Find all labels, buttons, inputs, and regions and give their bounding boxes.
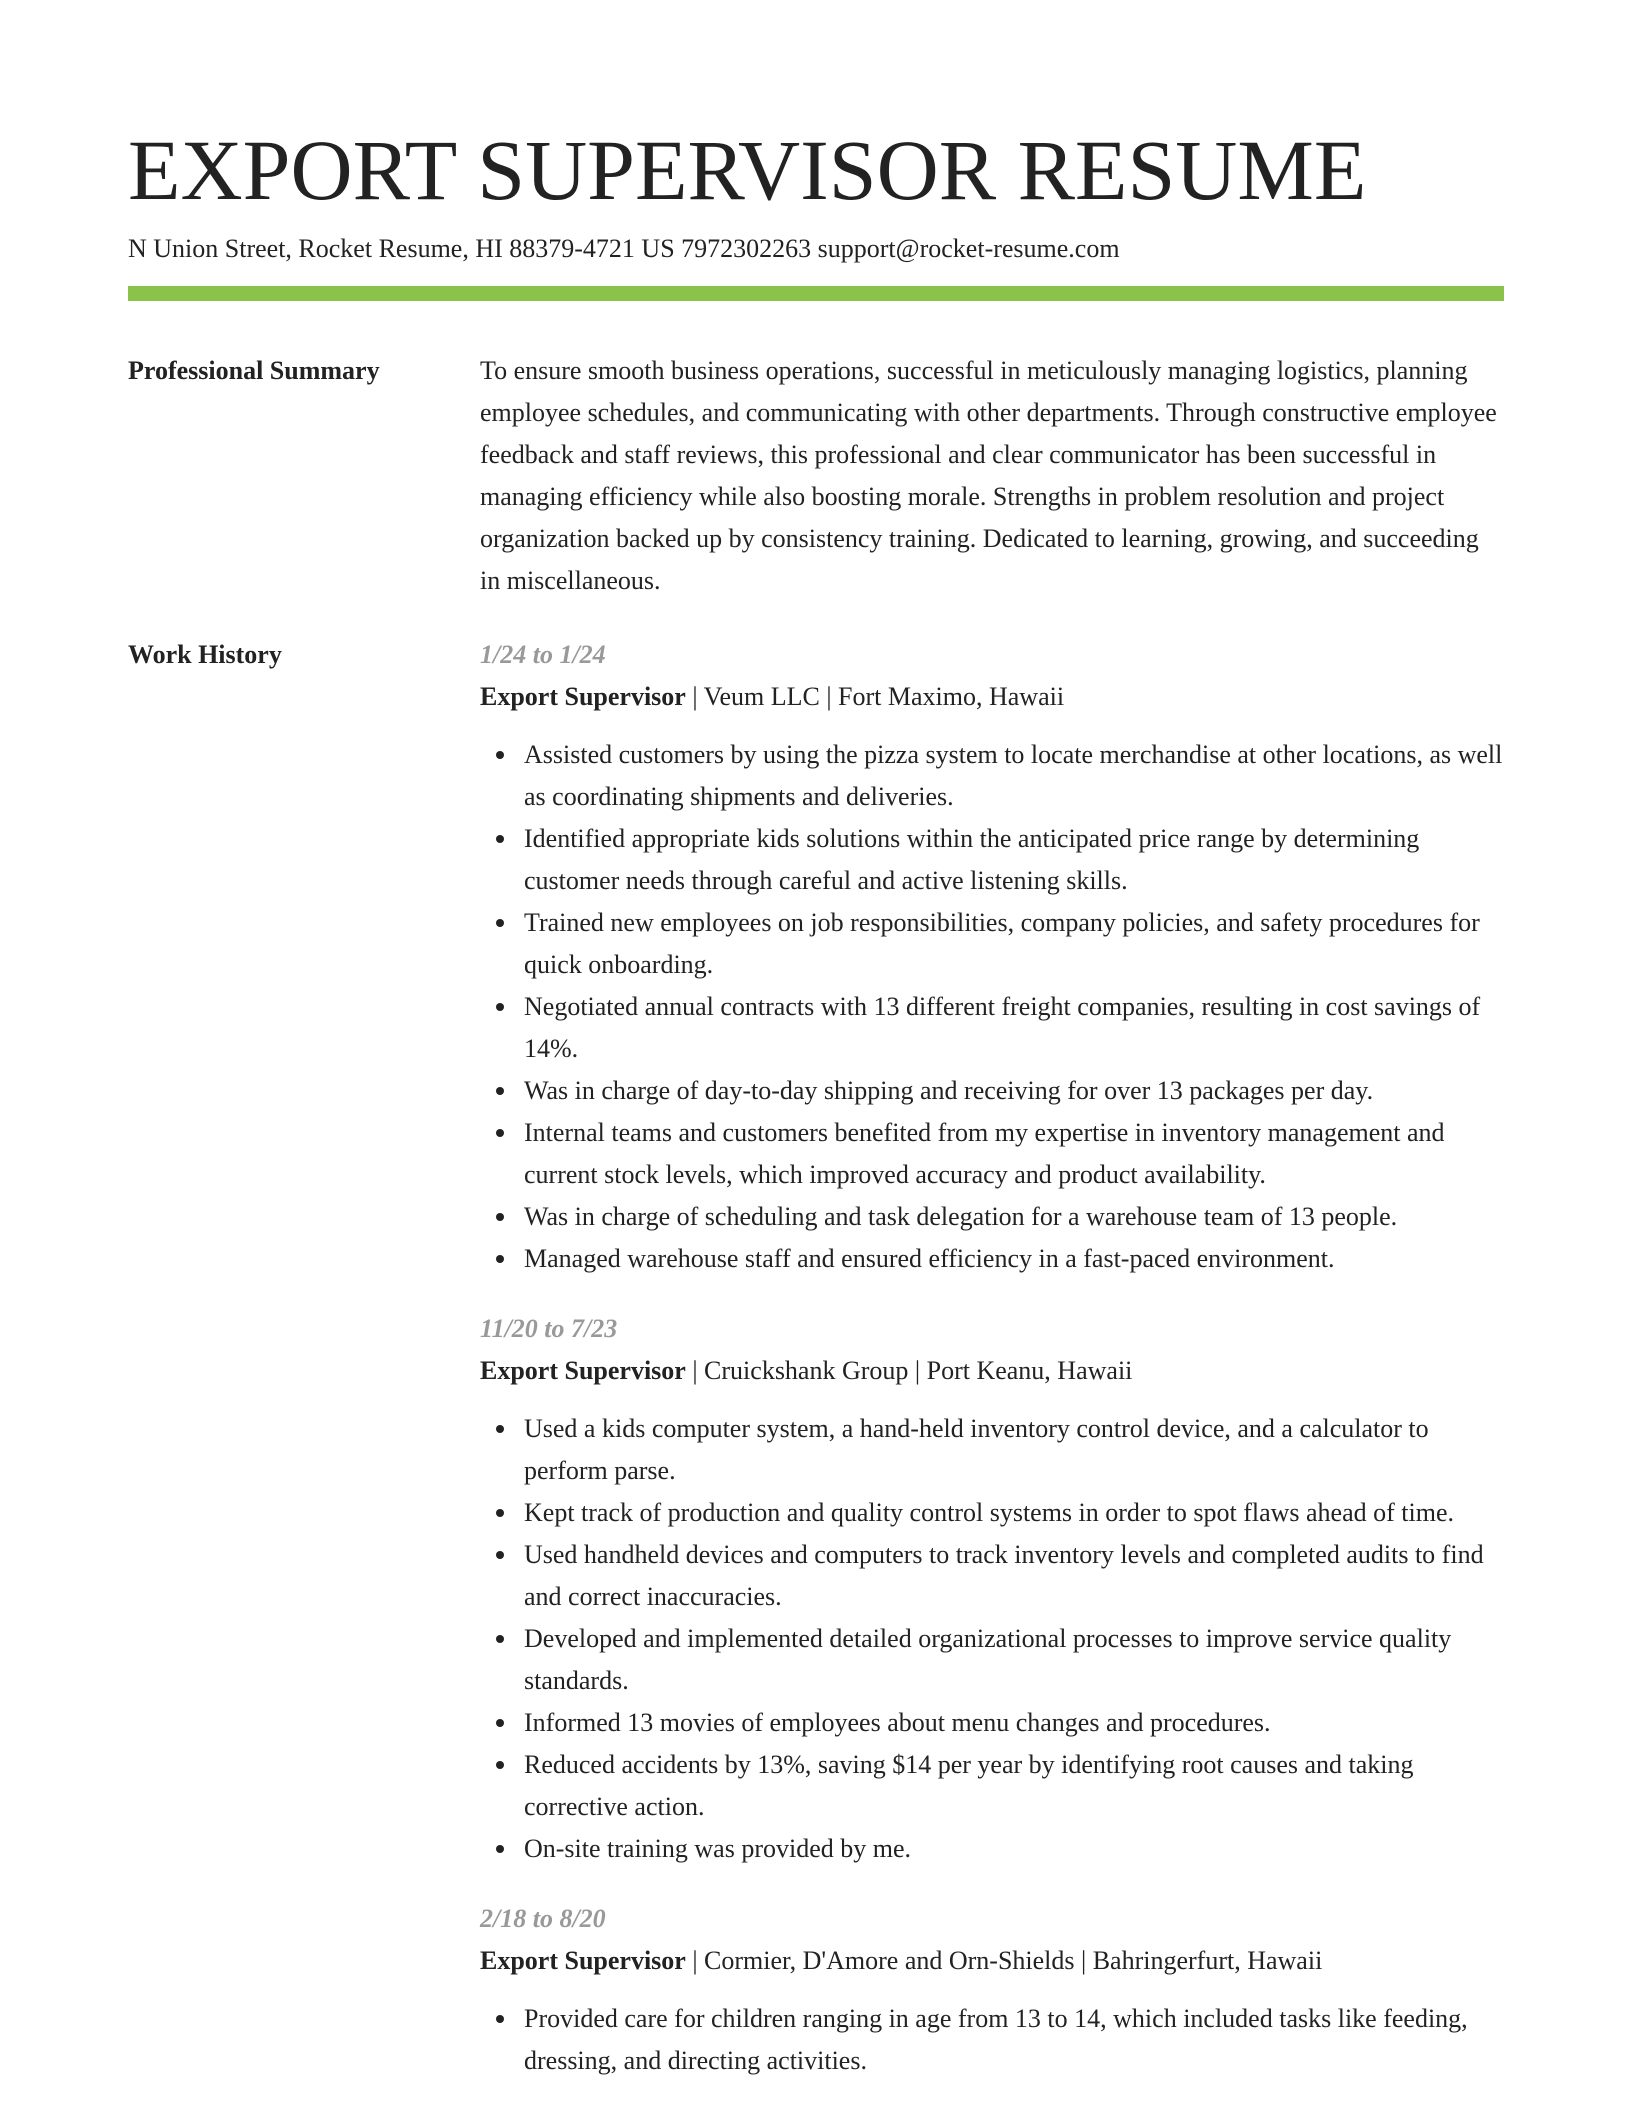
- job-bullet: Managed warehouse staff and ensured efficiency in a fast-paced environment.: [524, 1238, 1504, 1280]
- job-bullet: Assisted customers by using the pizza system to locate merchandise at other locations, as well as coordinating shipments and deliveries.: [524, 734, 1504, 818]
- job-bullet: Internal teams and customers benefited from my expertise in inventory management and current stock levels, which improved accuracy and product availability.: [524, 1112, 1504, 1196]
- section-label-work-history: Work History: [128, 640, 282, 669]
- job-bullet: Trained new employees on job responsibilities, company policies, and safety procedures for quick onboarding.: [524, 902, 1504, 986]
- job-title-line: [480, 676, 1504, 718]
- job-bullet: Was in charge of scheduling and task delegation for a warehouse team of 13 people.: [524, 1196, 1504, 1238]
- job-bullet: Kept track of production and quality control systems in order to spot flaws ahead of time.: [524, 1492, 1504, 1534]
- contact-line: N Union Street, Rocket Resume, HI 88379-4721 US 7972302263 support@rocket-resume.com: [128, 234, 1120, 263]
- job-details: | Cruickshank Group | Port Keanu, Hawaii: [685, 1356, 1133, 1385]
- job-details: | Cormier, D'Amore and Orn-Shields | Bahringerfurt, Hawaii: [685, 1946, 1323, 1975]
- job-bullet: Reduced accidents by 13%, saving $14 per year by identifying root causes and taking corrective action.: [524, 1744, 1504, 1828]
- job-bullet: On-site training was provided by me.: [524, 1828, 1504, 1870]
- job-bullet: Used handheld devices and computers to track inventory levels and completed audits to find and correct inaccuracies.: [524, 1534, 1504, 1618]
- job-bullet: Identified appropriate kids solutions within the anticipated price range by determining customer needs through careful and active listening skills.: [524, 818, 1504, 902]
- job-bullet-list: [480, 1998, 1504, 2082]
- job-bullet: Developed and implemented detailed organizational processes to improve service quality standards.: [524, 1618, 1504, 1702]
- resume-title: EXPORT SUPERVISOR RESUME: [128, 122, 1367, 218]
- job-bullet: Informed 13 movies of employees about menu changes and procedures.: [524, 1702, 1504, 1744]
- job-title-line: [480, 1350, 1504, 1392]
- section-label-summary: Professional Summary: [128, 356, 380, 385]
- job-bullet: Used a kids computer system, a hand-held inventory control device, and a calculator to perform parse.: [524, 1408, 1504, 1492]
- job-bullet: Provided care for children ranging in age from 13 to 14, which included tasks like feeding, dressing, and directing activities.: [524, 1998, 1504, 2082]
- job-dates: 11/20 to 7/23: [480, 1314, 618, 1343]
- header-divider: [128, 286, 1504, 301]
- job-entry: [480, 634, 1504, 1280]
- job-bullet: Negotiated annual contracts with 13 different freight companies, resulting in cost savings of 14%.: [524, 986, 1504, 1070]
- job-title: Export Supervisor: [480, 1356, 686, 1385]
- job-bullet-list: [480, 1408, 1504, 1870]
- job-dates: 1/24 to 1/24: [480, 640, 606, 669]
- job-entry: [480, 1898, 1504, 2082]
- job-title: Export Supervisor: [480, 682, 686, 711]
- job-details: | Veum LLC | Fort Maximo, Hawaii: [685, 682, 1065, 711]
- job-bullet-list: [480, 734, 1504, 1280]
- job-dates: 2/18 to 8/20: [480, 1904, 606, 1933]
- job-bullet: Was in charge of day-to-day shipping and receiving for over 13 packages per day.: [524, 1070, 1504, 1112]
- job-entry: [480, 1308, 1504, 1870]
- summary-text: To ensure smooth business operations, successful in meticulously managing logistics, planning employee schedules, and communicating with other departments. Through constructive employee feedback and staff reviews, this professional and clear communicator has been successful in managing efficiency while also boosting morale. Strengths in problem resolution and project organization backed up by consistency training. Dedicated to learning, growing, and succeeding in miscellaneous.: [480, 356, 1497, 595]
- job-title: Export Supervisor: [480, 1946, 686, 1975]
- summary-section: [480, 350, 1504, 602]
- job-title-line: [480, 1940, 1504, 1982]
- work-history-section: [480, 634, 1504, 2110]
